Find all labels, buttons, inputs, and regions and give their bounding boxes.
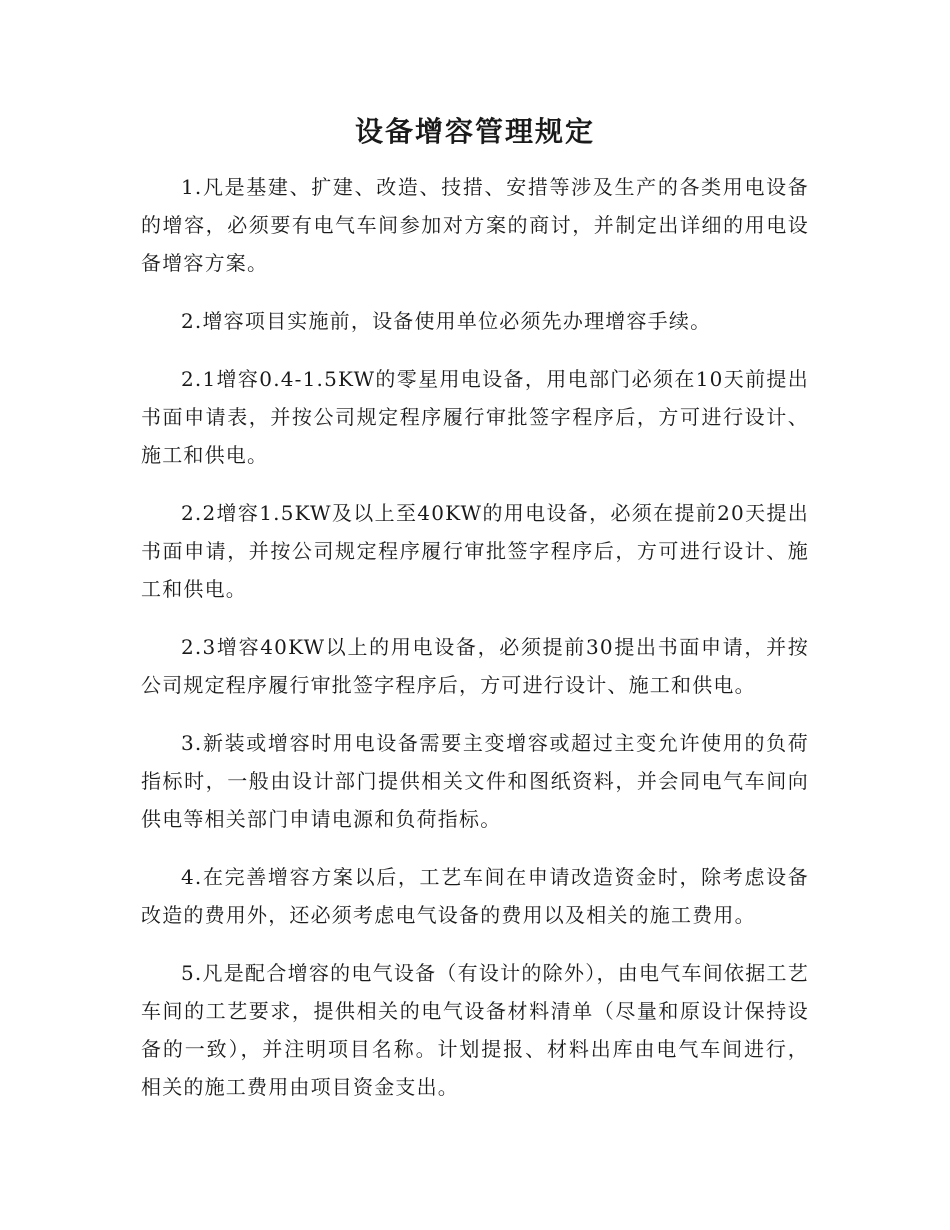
paragraph-2: 2.增容项目实施前，设备使用单位必须先办理增容手续。 bbox=[181, 309, 712, 333]
paragraph-2-1: 2.1增容0.4-1.5KW的零星用电设备，用电部门必须在10天前提出书面申请表，并按公司规定程序履行审批签字程序后，方可进行设计、施工和供电。 bbox=[141, 367, 809, 467]
paragraph-3: 3.新装或增容时用电设备需要主变增容或超过主变允许使用的负荷指标时，一般由设计部门提供相关文件和图纸资料，并会同电气车间向供电等相关部门申请电源和负荷指标。 bbox=[141, 731, 809, 831]
paragraph-5: 5.凡是配合增容的电气设备（有设计的除外），由电气车间依据工艺车间的工艺要求，提供相关的电气设备材料清单（尽量和原设计保持设备的一致），并注明项目名称。计划提报、材料出库由电气车间进行，相关的施工费用由项目资金支出。 bbox=[141, 961, 809, 1099]
document-title: 设备增容管理规定 bbox=[354, 115, 595, 148]
paragraph-2-3: 2.3增容40KW以上的用电设备，必须提前30提出书面申请，并按公司规定程序履行审批签字程序后，方可进行设计、施工和供电。 bbox=[141, 635, 809, 697]
paragraph-4: 4.在完善增容方案以后，工艺车间在申请改造资金时，除考虑设备改造的费用外，还必须考虑电气设备的费用以及相关的施工费用。 bbox=[141, 865, 809, 927]
document-body bbox=[141, 168, 809, 1126]
paragraph-2-2: 2.2增容1.5KW及以上至40KW的用电设备，必须在提前20天提出书面申请，并按公司规定程序履行审批签字程序后，方可进行设计、施工和供电。 bbox=[141, 501, 809, 601]
paragraph-1: 1.凡是基建、扩建、改造、技措、安措等涉及生产的各类用电设备的增容，必须要有电气车间参加对方案的商讨，并制定出详细的用电设备增容方案。 bbox=[141, 175, 809, 275]
